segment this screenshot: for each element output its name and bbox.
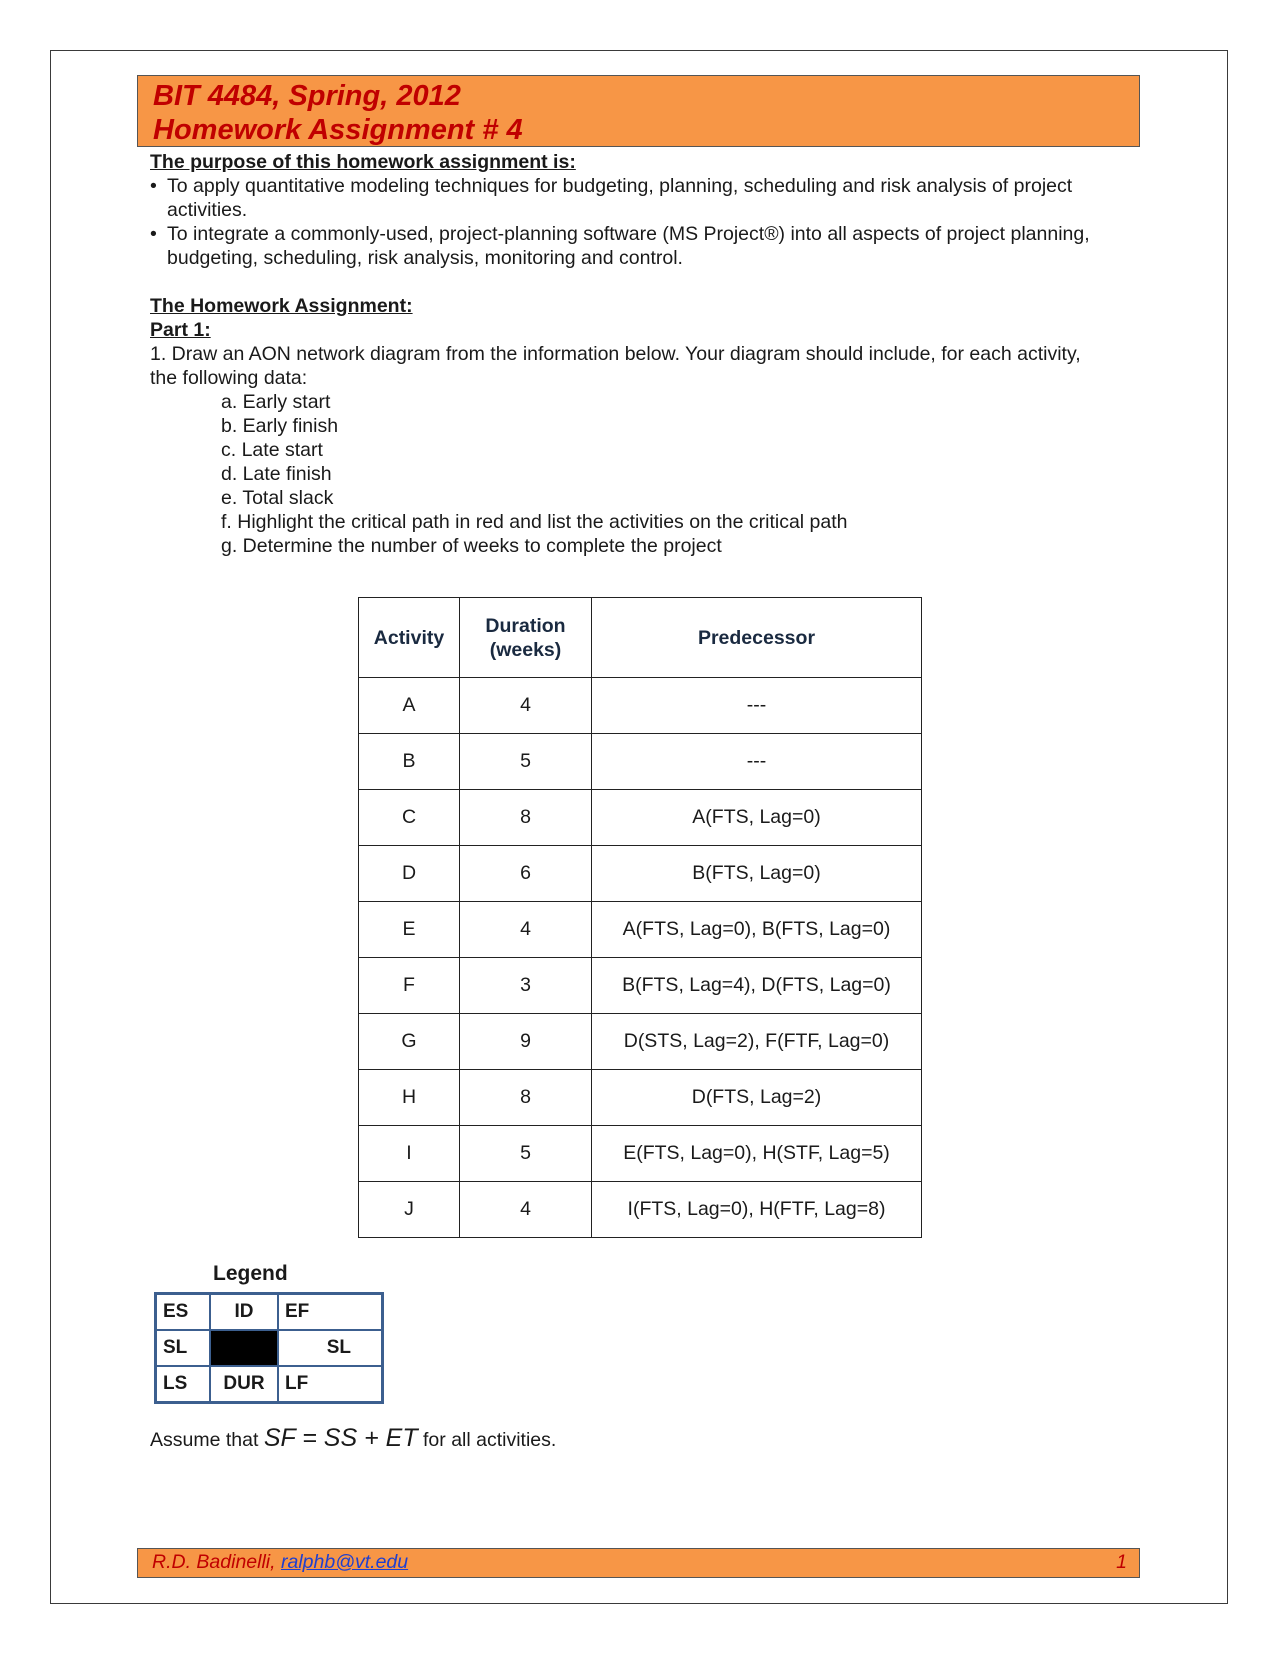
bullet-text: To integrate a commonly-used, project-planning software (MS Project®) into all aspects of project planning, budgeting, scheduling, risk analysis, monitoring and control. [167, 223, 1090, 269]
table-row [359, 846, 922, 902]
content [150, 150, 1090, 558]
cell-predecessor: A(FTS, Lag=0) [592, 790, 922, 846]
cell-predecessor: B(FTS, Lag=4), D(FTS, Lag=0) [592, 958, 922, 1014]
cell-activity: B [359, 734, 460, 790]
course-title: BIT 4484, Spring, 2012 [153, 80, 461, 112]
legend-cell: LF [278, 1366, 383, 1403]
purpose-bullet [150, 174, 1090, 222]
cell-activity: J [359, 1182, 460, 1238]
cell-duration: 6 [460, 846, 592, 902]
table-row [359, 734, 922, 790]
table-header-row [359, 598, 922, 678]
cell-duration: 9 [460, 1014, 592, 1070]
assumption-prefix: Assume that [150, 1429, 259, 1451]
table-row [359, 1070, 922, 1126]
legend-cell: ES [156, 1294, 211, 1331]
cell-duration: 5 [460, 1126, 592, 1182]
cell-activity: G [359, 1014, 460, 1070]
table-row [359, 958, 922, 1014]
list-item: d. Late finish [221, 463, 332, 485]
table-row [359, 790, 922, 846]
column-header-activity: Activity [359, 598, 460, 678]
cell-activity: A [359, 678, 460, 734]
assignment-heading: The Homework Assignment: [150, 295, 413, 317]
cell-predecessor: I(FTS, Lag=0), H(FTF, Lag=8) [592, 1182, 922, 1238]
legend-cell: LS [156, 1366, 211, 1403]
table-row [359, 1126, 922, 1182]
cell-activity: E [359, 902, 460, 958]
list-item: e. Total slack [221, 487, 334, 509]
list-item: g. Determine the number of weeks to complete the project [221, 535, 722, 557]
table-body [359, 678, 922, 1238]
footer-email-link[interactable]: ralphb@vt.edu [280, 1551, 409, 1573]
cell-duration: 4 [460, 678, 592, 734]
list-item: b. Early finish [221, 415, 339, 437]
table-row [359, 678, 922, 734]
page-number: 1 [1116, 1551, 1127, 1573]
activity-table [358, 597, 922, 1238]
assumption-formula: SF = SS + ET [263, 1424, 418, 1452]
cell-predecessor: D(STS, Lag=2), F(FTF, Lag=0) [592, 1014, 922, 1070]
list-item: c. Late start [221, 439, 323, 461]
assumption-line [150, 1424, 556, 1453]
cell-duration: 3 [460, 958, 592, 1014]
cell-duration: 8 [460, 790, 592, 846]
legend-cell: EF [278, 1294, 383, 1331]
cell-duration: 4 [460, 902, 592, 958]
footer-author: R.D. Badinelli, [152, 1551, 276, 1573]
cell-duration: 5 [460, 734, 592, 790]
header-band [137, 75, 1140, 147]
column-header-duration: Duration (weeks) [460, 598, 592, 678]
footer-band [137, 1548, 1140, 1578]
cell-activity: D [359, 846, 460, 902]
legend-cell: SL [278, 1330, 383, 1366]
legend-box [154, 1292, 384, 1404]
assignment-title: Homework Assignment # 4 [153, 114, 523, 146]
cell-duration: 4 [460, 1182, 592, 1238]
list-item: f. Highlight the critical path in red and list the activities on the critical path [221, 511, 848, 533]
cell-activity: C [359, 790, 460, 846]
list-item: a. Early start [221, 391, 331, 413]
bullet-dot: • [150, 175, 157, 197]
instruction-text: 1. Draw an AON network diagram from the information below. Your diagram should include, for each activity, the following data: [150, 343, 1081, 389]
table-row [359, 902, 922, 958]
cell-predecessor: --- [592, 678, 922, 734]
column-header-predecessor: Predecessor [592, 598, 922, 678]
purpose-bullet [150, 222, 1090, 270]
purpose-heading: The purpose of this homework assignment is: [150, 151, 576, 173]
legend-cell-filled [210, 1330, 278, 1366]
table-row [359, 1014, 922, 1070]
legend-cell: SL [156, 1330, 211, 1366]
assumption-suffix: for all activities. [423, 1429, 557, 1451]
cell-activity: H [359, 1070, 460, 1126]
cell-predecessor: E(FTS, Lag=0), H(STF, Lag=5) [592, 1126, 922, 1182]
legend-cell: DUR [210, 1366, 278, 1403]
part-heading: Part 1: [150, 319, 211, 341]
cell-activity: F [359, 958, 460, 1014]
cell-predecessor: D(FTS, Lag=2) [592, 1070, 922, 1126]
cell-predecessor: A(FTS, Lag=0), B(FTS, Lag=0) [592, 902, 922, 958]
bullet-text: To apply quantitative modeling techniques for budgeting, planning, scheduling and risk analysis of project activities. [167, 175, 1073, 221]
cell-predecessor: B(FTS, Lag=0) [592, 846, 922, 902]
legend-cell: ID [210, 1294, 278, 1331]
cell-duration: 8 [460, 1070, 592, 1126]
bullet-dot: • [150, 223, 157, 245]
legend-title: Legend [213, 1262, 288, 1285]
cell-predecessor: --- [592, 734, 922, 790]
table-row [359, 1182, 922, 1238]
requirement-list [150, 390, 1090, 558]
cell-activity: I [359, 1126, 460, 1182]
